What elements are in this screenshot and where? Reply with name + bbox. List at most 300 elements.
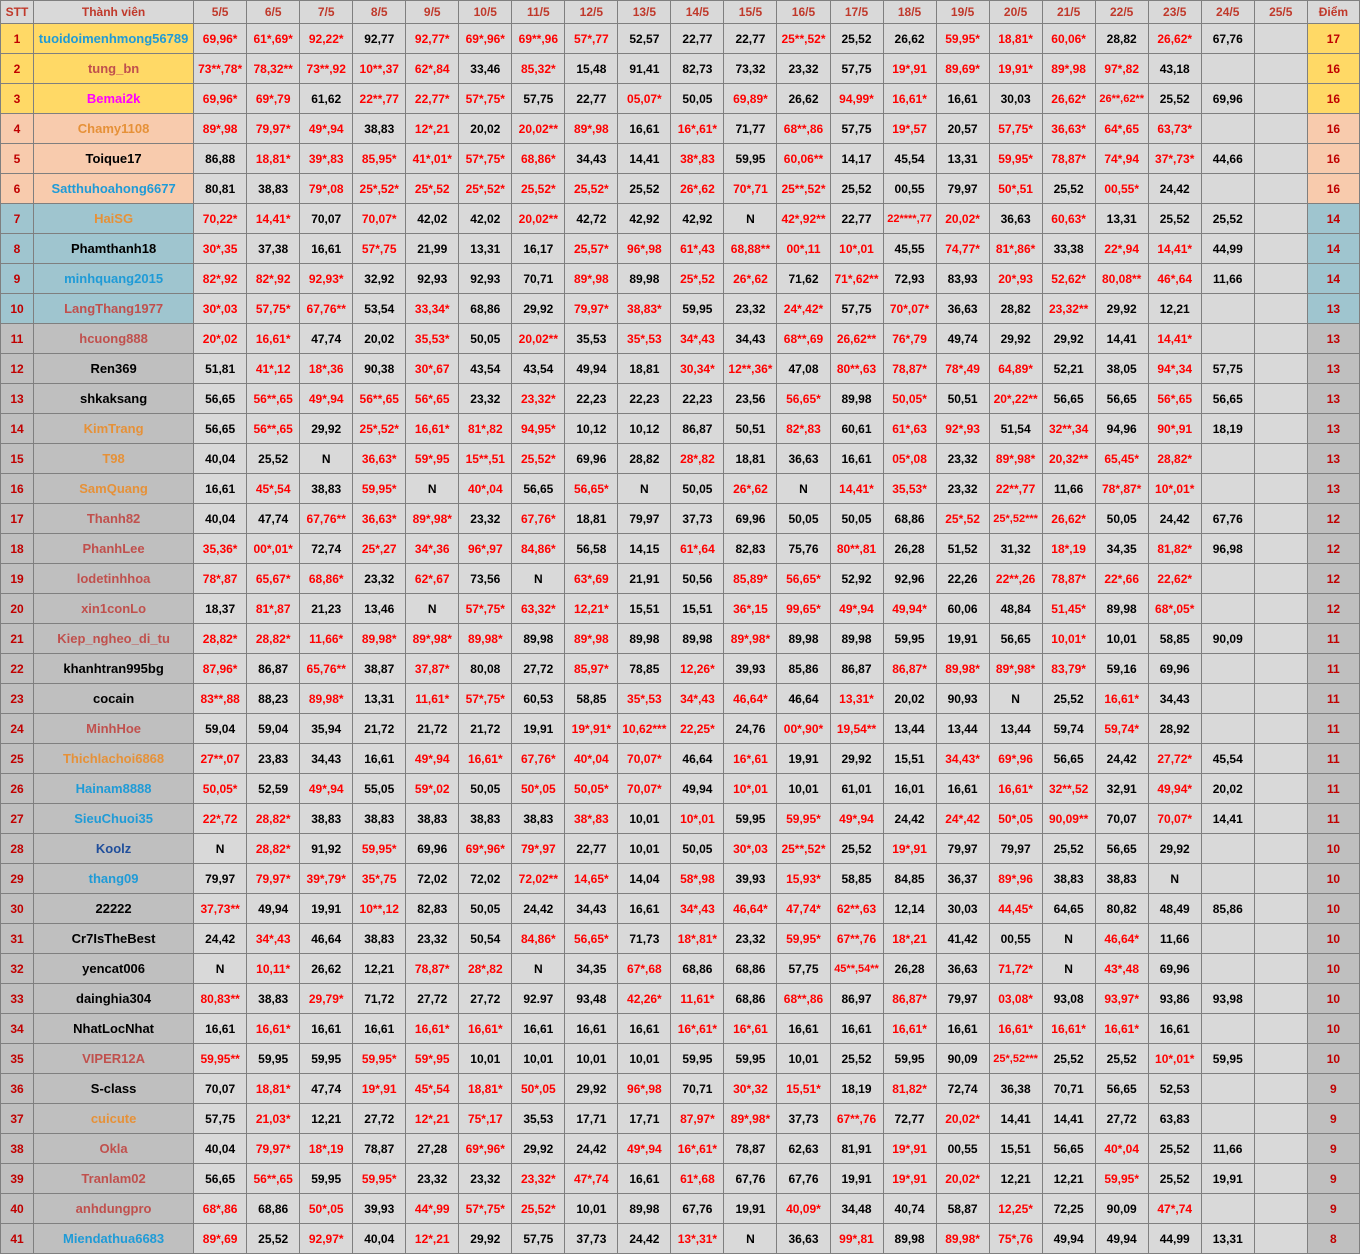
points-cell: 10 [1307,834,1359,864]
pick-cell: 10*,01 [671,804,724,834]
pick-cell: 50,05 [459,324,512,354]
col-header-date[interactable]: 23/5 [1148,1,1201,24]
pick-cell: 80**,63 [830,354,883,384]
pick-cell: 29,92 [512,1134,565,1164]
pick-cell: 50,05* [194,774,247,804]
pick-cell: 92,77 [353,24,406,54]
col-header-date[interactable]: 12/5 [565,1,618,24]
pick-cell: 28*,82 [459,954,512,984]
member-name[interactable]: S-class [34,1074,194,1104]
pick-cell: 79,97* [565,294,618,324]
table-row [1,834,1360,864]
member-name[interactable]: PhanhLee [34,534,194,564]
row-number: 6 [1,174,34,204]
pick-cell [1254,414,1307,444]
row-number: 35 [1,1044,34,1074]
pick-cell: 73**,92 [300,54,353,84]
points-cell: 13 [1307,414,1359,444]
member-name[interactable]: yencat006 [34,954,194,984]
col-header-date[interactable]: 21/5 [1042,1,1095,24]
member-name[interactable]: hcuong888 [34,324,194,354]
points-cell: 9 [1307,1134,1359,1164]
member-name[interactable]: dainghia304 [34,984,194,1014]
col-header-date[interactable]: 7/5 [300,1,353,24]
row-number: 14 [1,414,34,444]
member-name[interactable]: Cr7IsTheBest [34,924,194,954]
member-name[interactable]: Phamthanh18 [34,234,194,264]
col-header-date[interactable]: 11/5 [512,1,565,24]
pick-cell: 86,87 [671,414,724,444]
member-name[interactable]: Miendathua6683 [34,1224,194,1254]
pick-cell: 15,93* [777,864,830,894]
pick-cell [1254,804,1307,834]
pick-cell: 40,04 [194,1134,247,1164]
pick-cell: 73,56 [459,564,512,594]
pick-cell [1201,1074,1254,1104]
pick-cell: 13,44 [936,714,989,744]
member-name[interactable]: tung_bn [34,54,194,84]
col-header-date[interactable]: 16/5 [777,1,830,24]
pick-cell: 16,61 [300,1014,353,1044]
pick-cell: 38,83 [459,804,512,834]
pick-cell: 14,41* [1148,234,1201,264]
pick-cell: 20,02 [353,324,406,354]
pick-cell: 70,07* [353,204,406,234]
row-number: 9 [1,264,34,294]
pick-cell: 79,97* [247,114,300,144]
pick-cell: 22*,72 [194,804,247,834]
pick-cell: 83,79* [1042,654,1095,684]
pick-cell: 50*,05 [300,1194,353,1224]
pick-cell: 12,21 [1042,1164,1095,1194]
pick-cell: 36,63 [936,954,989,984]
member-name[interactable]: Hainam8888 [34,774,194,804]
pick-cell: 12,21 [300,1104,353,1134]
pick-cell: 25,57* [565,234,618,264]
table-row [1,24,1360,54]
pick-cell: 30,03 [989,84,1042,114]
col-header-date[interactable]: 8/5 [353,1,406,24]
member-name[interactable]: HaiSG [34,204,194,234]
pick-cell: 92,93 [406,264,459,294]
pick-cell: 89*,98 [565,264,618,294]
pick-cell: 13*,31* [671,1224,724,1254]
pick-cell: 67**,76 [830,924,883,954]
pick-cell: 60,53 [512,684,565,714]
pick-cell: 71,72* [989,954,1042,984]
table-row [1,1074,1360,1104]
pick-cell: 75,76 [777,534,830,564]
pick-cell: 94,99* [830,84,883,114]
pick-cell: 10,01 [777,774,830,804]
row-number: 32 [1,954,34,984]
member-name[interactable]: SieuChuoi35 [34,804,194,834]
table-row [1,54,1360,84]
pick-cell: 25**,52* [777,174,830,204]
table-row [1,324,1360,354]
pick-cell: 79,97 [936,174,989,204]
pick-cell: 28*,82 [671,444,724,474]
pick-cell: 22*,94 [1095,234,1148,264]
col-header-date[interactable]: 24/5 [1201,1,1254,24]
pick-cell: 05*,08 [883,444,936,474]
row-number: 24 [1,714,34,744]
pick-cell: N [724,204,777,234]
col-header-date[interactable]: 6/5 [247,1,300,24]
pick-cell: 74,77* [936,234,989,264]
member-name[interactable]: Okla [34,1134,194,1164]
pick-cell: 26,62* [1148,24,1201,54]
pick-cell: 35,94 [300,714,353,744]
pick-cell: 59,74 [1042,714,1095,744]
col-header-date[interactable]: 19/5 [936,1,989,24]
pick-cell: 51,81 [194,354,247,384]
pick-cell: 64*,65 [1095,114,1148,144]
pick-cell: 85,86 [777,654,830,684]
table-row [1,1164,1360,1194]
pick-cell: 34*,43 [671,324,724,354]
pick-cell: 56,65 [1042,744,1095,774]
table-row [1,1014,1360,1044]
pick-cell: 22*,66 [1095,564,1148,594]
pick-cell: 89,98 [830,384,883,414]
pick-cell: 26*,62 [671,174,724,204]
member-name[interactable]: NhatLocNhat [34,1014,194,1044]
row-number: 25 [1,744,34,774]
pick-cell: 42,72 [565,204,618,234]
points-cell: 11 [1307,624,1359,654]
pick-cell: 27,72 [459,984,512,1014]
pick-cell: 86,87* [883,654,936,684]
col-header-date[interactable]: 14/5 [671,1,724,24]
col-header-stt[interactable]: STT [1,1,34,24]
pick-cell: 12,21 [1148,294,1201,324]
pick-cell: 85,95* [353,144,406,174]
member-name[interactable]: Satthuhoahong6677 [34,174,194,204]
pick-cell: 56*,65 [1148,384,1201,414]
pick-cell: 56,65 [194,384,247,414]
col-header-date[interactable]: 25/5 [1254,1,1307,24]
pick-cell: 28,82* [1148,444,1201,474]
pick-cell: 34,43 [724,324,777,354]
row-number: 18 [1,534,34,564]
pick-cell: 24,42 [1095,744,1148,774]
member-name[interactable]: khanhtran995bg [34,654,194,684]
pick-cell: 69,96 [565,444,618,474]
member-name[interactable]: Bemai2k [34,84,194,114]
pick-cell: 59,04 [194,714,247,744]
pick-cell: 68,86* [300,564,353,594]
col-header-date[interactable]: 10/5 [459,1,512,24]
pick-cell: 56**,65 [353,384,406,414]
pick-cell: 38,83 [512,804,565,834]
pick-cell: 18*,19 [1042,534,1095,564]
col-header-date[interactable]: 17/5 [830,1,883,24]
pick-cell: 37,87* [406,654,459,684]
points-cell: 16 [1307,144,1359,174]
col-header-date[interactable]: 9/5 [406,1,459,24]
points-cell: 10 [1307,864,1359,894]
member-name[interactable]: KimTrang [34,414,194,444]
pick-cell: 57*,75* [459,594,512,624]
pick-cell: 29,92 [830,744,883,774]
member-name[interactable]: minhquang2015 [34,264,194,294]
col-header-date[interactable]: 18/5 [883,1,936,24]
pick-cell: 68,86* [512,144,565,174]
pick-cell: 38,83 [1042,864,1095,894]
table-row [1,414,1360,444]
pick-cell: 59,95 [1201,1044,1254,1074]
pick-cell: 25,52* [512,444,565,474]
pick-cell: 50,05 [777,504,830,534]
points-cell: 9 [1307,1104,1359,1134]
member-name[interactable]: Thichlachoi6868 [34,744,194,774]
pick-cell: 89*,98* [724,1104,777,1134]
col-header-date[interactable]: 22/5 [1095,1,1148,24]
pick-cell: 59,95 [300,1164,353,1194]
pick-cell: 13,31 [353,684,406,714]
points-cell: 13 [1307,324,1359,354]
pick-cell: 59,95* [777,924,830,954]
pick-cell: 68**,69 [777,324,830,354]
pick-cell: 56,65 [512,474,565,504]
member-name[interactable]: Chamy1108 [34,114,194,144]
member-name[interactable]: VIPER12A [34,1044,194,1074]
pick-cell: 40,04 [194,444,247,474]
pick-cell: 13,44 [883,714,936,744]
pick-cell: 38,83 [353,804,406,834]
pick-cell: 18,81 [618,354,671,384]
pick-cell: 22,23 [618,384,671,414]
pick-cell: 38,83 [353,924,406,954]
col-header-date[interactable]: 20/5 [989,1,1042,24]
pick-cell [1201,954,1254,984]
pick-cell [1254,864,1307,894]
points-cell: 12 [1307,504,1359,534]
pick-cell: N [512,564,565,594]
pick-cell: 34*,43 [671,894,724,924]
member-name[interactable]: Toique17 [34,144,194,174]
pick-cell [1254,234,1307,264]
pick-cell: 43,18 [1148,54,1201,84]
table-row [1,144,1360,174]
pick-cell: 11,66* [300,624,353,654]
pick-cell: 16,61* [989,774,1042,804]
member-name[interactable]: cuicute [34,1104,194,1134]
member-name[interactable]: tuoidoimenhmong56789 [34,24,194,54]
pick-cell: 48,84 [989,594,1042,624]
pick-cell: 11,66 [1148,924,1201,954]
member-name[interactable]: Koolz [34,834,194,864]
pick-cell: 79*,08 [300,174,353,204]
member-name[interactable]: Tranlam02 [34,1164,194,1194]
pick-cell: 86,87 [247,654,300,684]
pick-cell: 28,92 [1148,714,1201,744]
pick-cell: 57*,75 [353,234,406,264]
pick-cell: 70,07* [618,774,671,804]
member-name[interactable]: SamQuang [34,474,194,504]
pick-cell: 70,07* [618,744,671,774]
pick-cell: 22**,26 [989,564,1042,594]
pick-cell: 69,96* [194,84,247,114]
pick-cell: 16,61* [883,84,936,114]
col-header-points[interactable]: Điểm [1307,1,1359,24]
pick-cell: 82*,83 [777,414,830,444]
pick-cell: 35,53 [565,324,618,354]
pick-cell: N [618,474,671,504]
pick-cell: 61,62 [300,84,353,114]
pick-cell: N [406,474,459,504]
pick-cell: 69,96 [724,504,777,534]
pick-cell: 67,76 [671,1194,724,1224]
pick-cell: 25*,52 [671,264,724,294]
member-name[interactable]: shkaksang [34,384,194,414]
pick-cell: 23,83 [247,744,300,774]
pick-cell: 26,62 [300,954,353,984]
points-cell: 17 [1307,24,1359,54]
member-name[interactable]: cocain [34,684,194,714]
pick-cell: 20*,93 [989,264,1042,294]
pick-cell: 13,31 [1095,204,1148,234]
member-name[interactable]: xin1conLo [34,594,194,624]
pick-cell: 10,01 [618,1044,671,1074]
pick-cell: 50*,05 [989,804,1042,834]
pick-cell: N [1042,954,1095,984]
pick-cell: 16*,61* [671,1014,724,1044]
pick-cell: 78*,87 [194,564,247,594]
pick-cell [1201,474,1254,504]
pick-cell: 86,97 [830,984,883,1014]
row-number: 10 [1,294,34,324]
points-cell: 16 [1307,174,1359,204]
member-name[interactable]: T98 [34,444,194,474]
pick-cell [1254,774,1307,804]
pick-cell: 57,75 [194,1104,247,1134]
table-row [1,594,1360,624]
pick-cell: 68,86 [671,954,724,984]
pick-cell: 50,51 [724,414,777,444]
col-header-date[interactable]: 5/5 [194,1,247,24]
pick-cell: 49*,94 [618,1134,671,1164]
pick-cell: 67,76* [512,504,565,534]
pick-cell: 56,65 [1042,1134,1095,1164]
member-name[interactable]: anhdungpro [34,1194,194,1224]
pick-cell: 56,65 [194,414,247,444]
pick-cell: 16,61 [830,444,883,474]
pick-cell: 12*,21 [406,1224,459,1254]
pick-cell: 94,96 [1095,414,1148,444]
pick-cell: 45,54 [1201,744,1254,774]
pick-cell: 10,01 [1095,624,1148,654]
col-header-date[interactable]: 15/5 [724,1,777,24]
pick-cell: 59,95 [300,1044,353,1074]
pick-cell: 13,31 [459,234,512,264]
table-row [1,804,1360,834]
member-name[interactable]: LangThang1977 [34,294,194,324]
pick-cell: 20,02* [936,1164,989,1194]
points-cell: 13 [1307,444,1359,474]
pick-cell: 68,88** [724,234,777,264]
member-name[interactable]: Ren369 [34,354,194,384]
pick-cell: 19*,91* [565,714,618,744]
table-row [1,1194,1360,1224]
points-cell: 13 [1307,384,1359,414]
pick-cell: 11,61* [671,984,724,1014]
pick-cell: 17,71 [565,1104,618,1134]
pick-cell [1201,54,1254,84]
pick-cell: 89,98 [777,624,830,654]
pick-cell: 92,97* [300,1224,353,1254]
pick-cell: 36,63 [989,204,1042,234]
member-name[interactable]: Thanh82 [34,504,194,534]
pick-cell: 29,79* [300,984,353,1014]
table-row [1,204,1360,234]
pick-cell [1201,924,1254,954]
pick-cell: 20,02** [512,204,565,234]
col-header-date[interactable]: 13/5 [618,1,671,24]
pick-cell: 44,99 [1201,234,1254,264]
pick-cell [1254,384,1307,414]
pick-cell: 32,92 [353,264,406,294]
member-name[interactable]: 22222 [34,894,194,924]
pick-cell: 46*,64 [1148,264,1201,294]
member-name[interactable]: MinhHoe [34,714,194,744]
pick-cell: 30*,67 [406,354,459,384]
pick-cell: 50,51 [936,384,989,414]
pick-cell: 28,82* [247,624,300,654]
table-row [1,654,1360,684]
member-name[interactable]: thang09 [34,864,194,894]
pick-cell: 16,61 [565,1014,618,1044]
pick-cell: 34,35 [1095,534,1148,564]
pick-cell: 50*,05 [512,774,565,804]
pick-cell: 12*,21 [406,1104,459,1134]
member-name[interactable]: Kiep_ngheo_di_tu [34,624,194,654]
row-number: 19 [1,564,34,594]
pick-cell [1201,714,1254,744]
pick-cell: 20,02** [512,114,565,144]
pick-cell: 37*,73* [1148,144,1201,174]
pick-cell: 52,59 [247,774,300,804]
pick-cell: 37,73 [671,504,724,534]
pick-cell [1254,24,1307,54]
member-name[interactable]: lodetinhhoa [34,564,194,594]
pick-cell: 32**,52 [1042,774,1095,804]
pick-cell: 78*,87* [1095,474,1148,504]
pick-cell: 16,61* [247,324,300,354]
pick-cell: 64,65 [1042,894,1095,924]
pick-cell: 38,83 [353,114,406,144]
pick-cell: 26*,62 [724,264,777,294]
pick-cell: 16*,61* [671,1134,724,1164]
col-header-member[interactable]: Thành viên [34,1,194,24]
pick-cell: 82,83 [406,894,459,924]
pick-cell: 67,76 [1201,24,1254,54]
row-number: 16 [1,474,34,504]
table-row [1,534,1360,564]
pick-cell: 44*,99 [406,1194,459,1224]
pick-cell: 14,41 [1201,804,1254,834]
pick-cell: 40,04 [353,1224,406,1254]
pick-cell: 16,61* [883,1014,936,1044]
pick-cell: 37,73** [194,894,247,924]
pick-cell: 26,62* [1042,504,1095,534]
pick-cell: 89,98 [618,1194,671,1224]
pick-cell: 62,63 [777,1134,830,1164]
pick-cell: 78,32** [247,54,300,84]
pick-cell: 25,52 [1042,1044,1095,1074]
pick-cell: 81*,86* [989,234,1042,264]
